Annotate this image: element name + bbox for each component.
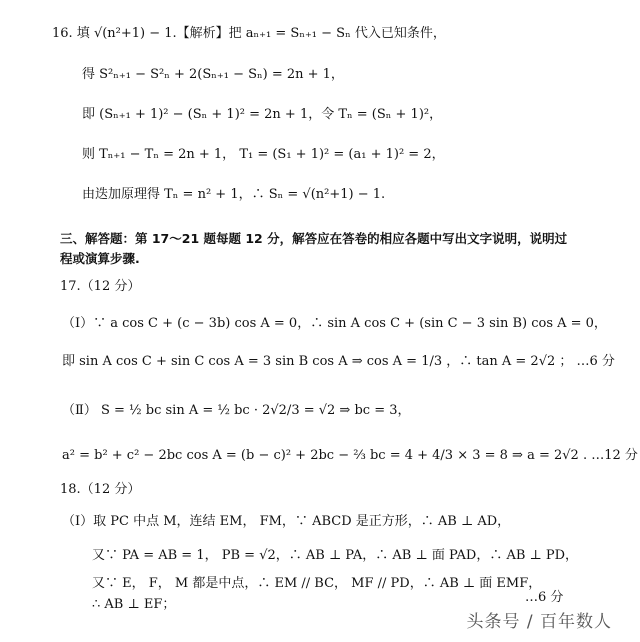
derivation-line-2: 即 (Sₙ₊₁ + 1)² − (Sₙ + 1)² = 2n + 1，令 Tₙ = (Sₙ + 1)²， [82,107,443,122]
problem-17-title: 17.（12 分） [60,279,141,294]
problem-17-part1-line1: （Ⅰ）∵ a cos C + (c − 3b) cos A = 0，∴ sin A cos C + (sin C − 3 sin B) cos A = 0， [62,316,607,331]
derivation-line-1: 得 S²ₙ₊₁ − S²ₙ + 2(Sₙ₊₁ − Sₙ) = 2n + 1， [82,67,344,82]
problem-17-part2-line1: （Ⅱ） S = ½ bc sin A = ½ bc · 2√2/3 = √2 ⇒ bc = 3， [62,403,411,418]
derivation-line-4: 由迭加原理得 Tₙ = n² + 1，∴ Sₙ = √(n²+1) − 1. [82,187,386,202]
problem-18-part1-line1: （Ⅰ）取 PC 中点 M，连结 EM， FM，∵ ABCD 是正方形，∴ AB ⊥ AD， [62,514,511,529]
section-three-heading-cont: 程或演算步骤. [60,251,140,266]
derivation-line-3: 则 Tₙ₊₁ − Tₙ = 2n + 1， T₁ = (S₁ + 1)² = (a₁ + 1)² = 2， [82,147,445,162]
watermark: 头条号 / 百年数人 [466,612,612,632]
problem-18-part1-line3: 又∵ E， F， M 都是中点，∴ EM // BC， MF // PD，∴ AB ⊥ 面 EMF， [92,576,542,591]
problem-18-part1-line4: ∴ AB ⊥ EF； [92,597,176,612]
score-marker: …6 分 [525,590,564,605]
problem-18-part1-line2: 又∵ PA = AB = 1， PB = √2，∴ AB ⊥ PA，∴ AB ⊥ 面 PAD，∴ AB ⊥ PD， [92,548,579,563]
problem-18-title: 18.（12 分） [60,482,141,497]
problem-17-part2-line2: a² = b² + c² − 2bc cos A = (b − c)² + 2bc − ⅔ bc = 4 + 4/3 × 3 = 8 ⇒ a = 2√2 . …12 分 [62,448,638,463]
section-three-heading: 三、解答题：第 17～21 题每题 12 分，解答应在答卷的相应各题中写出文字说明，说明过 [60,231,568,246]
problem-16-answer: 16. 填 √(n²+1) − 1.【解析】把 aₙ₊₁ = Sₙ₊₁ − Sₙ 代入已知条件， [52,26,446,41]
problem-17-part1-line2: 即 sin A cos C + sin C cos A = 3 sin B cos A ⇒ cos A = 1/3 ，∴ tan A = 2√2 ； …6 分 [62,354,615,369]
